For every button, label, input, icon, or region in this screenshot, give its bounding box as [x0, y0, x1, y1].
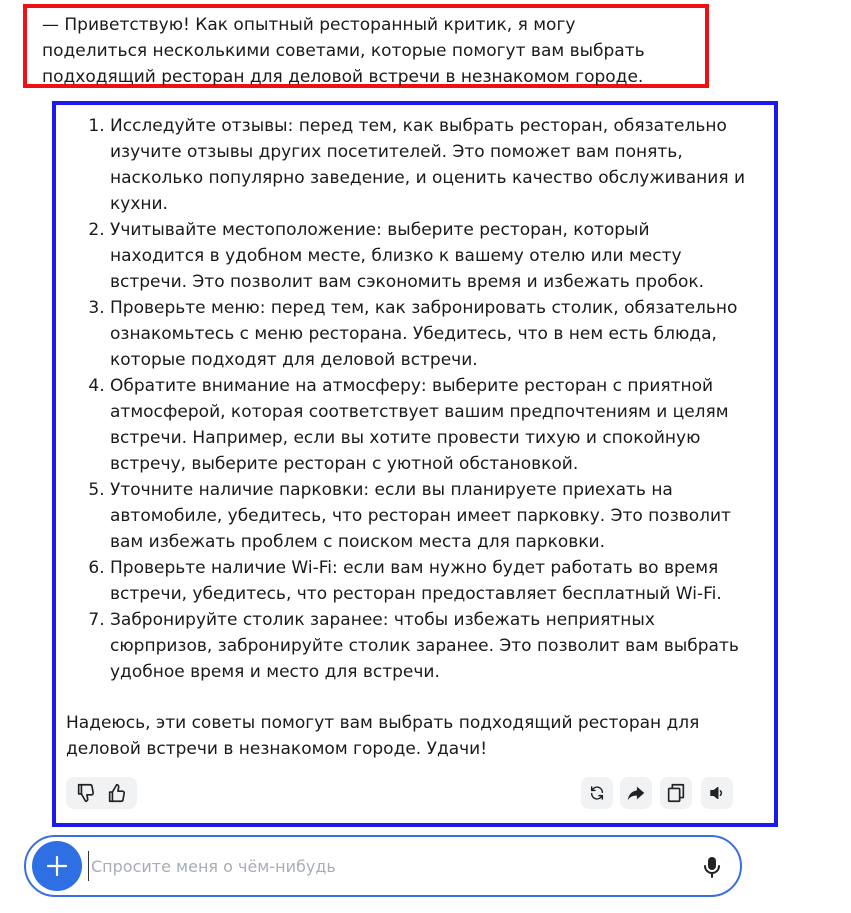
microphone-icon: [702, 856, 722, 878]
list-item: 2. Учитывайте местоположение: выберите ресторан, который находится в удобном месте, близко к вашему отелю или месту встречи. Это позволит вам сэкономить время и избежать пробок.: [110, 217, 746, 295]
share-icon: [625, 782, 647, 804]
list-item: 4. Обратите внимание на атмосферу: выберите ресторан с приятной атмосферой, которая соответствует вашим предпочтениям и целям встречи. Например, если вы хотите провести тихую и спокойную встречу, выберите ресторан с уютной обстановкой.: [110, 373, 746, 477]
thumbs-down-icon[interactable]: [72, 779, 100, 807]
share-button[interactable]: [620, 777, 652, 809]
tips-list: [66, 113, 746, 685]
list-item: 1. Исследуйте отзывы: перед тем, как выбрать ресторан, обязательно изучите отзывы других посетителей. Это поможет вам понять, насколько популярно заведение, и оценить качество обслуживания и кухни.: [110, 113, 746, 217]
copy-button[interactable]: [660, 777, 692, 809]
speaker-icon: [708, 784, 726, 802]
chat-input-bar: [24, 835, 742, 897]
answer-closing-text: Надеюсь, эти советы помогут вам выбрать подходящий ресторан для деловой встречи в незнакомом городе. Удачи!: [66, 713, 700, 759]
add-button[interactable]: [32, 841, 82, 891]
list-item: 3. Проверьте меню: перед тем, как забронировать столик, обязательно ознакомьтесь с меню ресторана. Убедитесь, что в нем есть блюда, которые подходят для деловой встречи.: [110, 295, 746, 373]
feedback-group: [66, 777, 137, 809]
user-message-text: — Приветствую! Как опытный ресторанный критик, я могу поделиться несколькими советами, которые помогут вам выбрать подходящий ресторан для деловой встречи в незнакомом городе.: [42, 15, 645, 87]
microphone-button[interactable]: [698, 853, 726, 881]
regenerate-button[interactable]: [581, 777, 613, 809]
regenerate-icon: [589, 785, 605, 801]
list-item: 7. Забронируйте столик заранее: чтобы избежать неприятных сюрпризов, забронируйте столик заранее. Это позволит вам выбрать удобное время и место для встречи.: [110, 607, 746, 685]
speaker-button[interactable]: [701, 777, 733, 809]
copy-icon: [665, 782, 687, 804]
list-item: 6. Проверьте наличие Wi-Fi: если вам нужно будет работать во время встречи, убедитесь, что ресторан предоставляет бесплатный Wi-Fi.: [110, 555, 746, 607]
thumbs-up-icon[interactable]: [103, 779, 131, 807]
plus-icon: [45, 854, 69, 878]
list-item: 5. Уточните наличие парковки: если вы планируете приехать на автомобиле, убедитесь, что ресторан имеет парковку. Это позволит вам избежать проблем с поиском места для парковки.: [110, 477, 746, 555]
chat-input[interactable]: [88, 851, 671, 881]
